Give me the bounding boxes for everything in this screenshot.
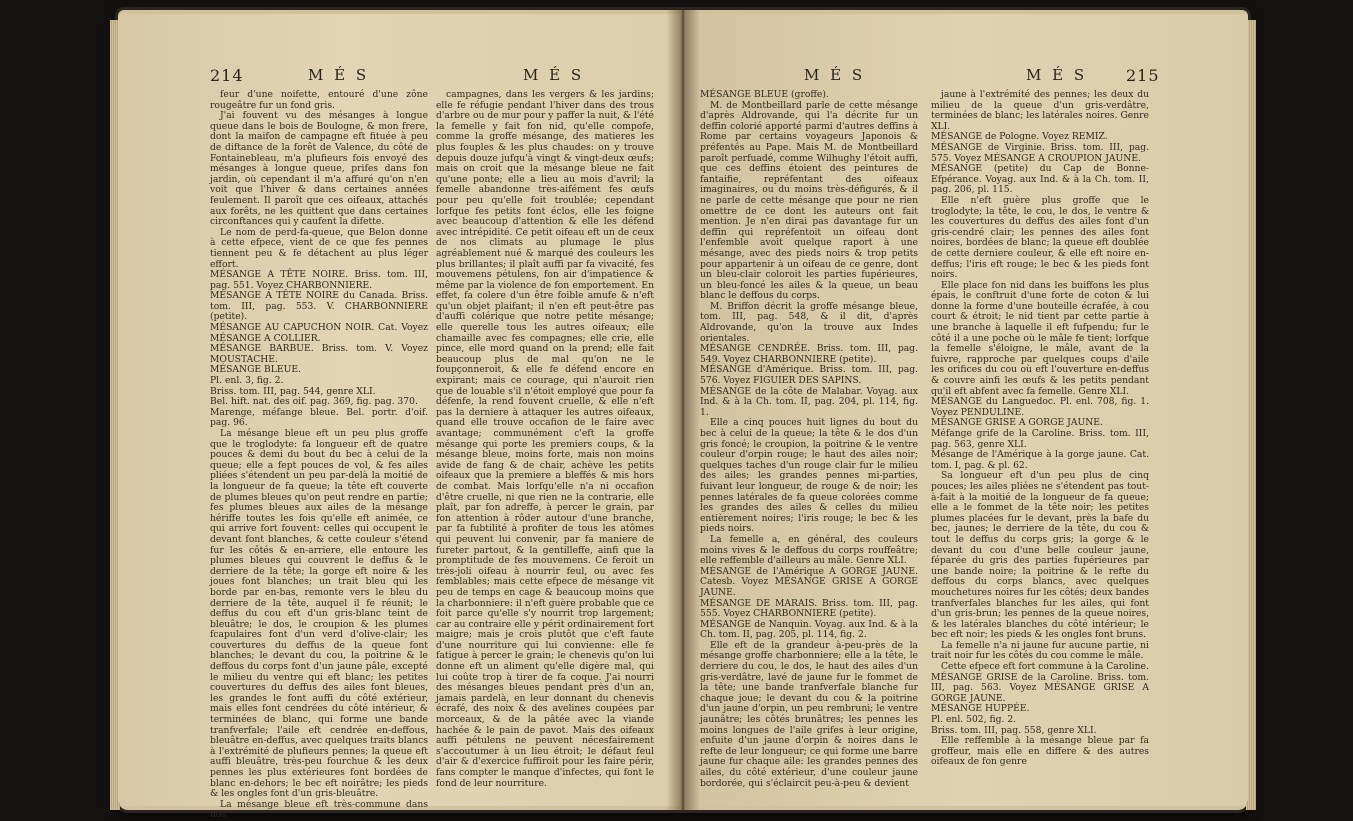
paragraph: MÉSANGE DE MARAIS. Briss. tom. III, pag. 555. Voyez CHARBONNIERE (petite). — [700, 597, 918, 620]
paragraph: MÉSANGE d'Amérique. Briss. tom. III, pag. 576. Voyez FIGUIER DES SAPINS. — [700, 364, 918, 387]
paragraph: Elle reffemble à la mésange bleue par fa groffeur, mais elle en differe & des autres oifeaux de fon genre — [931, 735, 1149, 768]
paragraph: MÉSANGE BARBUE. Briss. tom. V. Voyez MOUSTACHE. — [210, 343, 428, 365]
paragraph: MÉSANGE HUPPÉE. — [931, 703, 1030, 715]
paragraph: MÉSANGE (petite) du Cap de Bonne-Efpérance. Voyag. aux Ind. & à la Ch. tom. II, pag. 206, pl. 115. — [931, 163, 1149, 196]
paragraph: MÉSANGE de Pologne. Voyez REMIZ. — [931, 131, 1108, 143]
right-page-number: 215 — [1126, 66, 1160, 85]
paragraph: Bel. hift. nat. des oif. pag. 369, fig. pag. 370. — [210, 396, 418, 408]
left-page-column-2 — [436, 90, 654, 789]
paragraph: MÉSANGE AU CAPUCHON NOIR. Cat. Voyez MÉSANGE A COLLIER. — [210, 322, 428, 344]
left-page-column-1 — [210, 90, 428, 821]
right-page-column-2 — [931, 90, 1149, 768]
paragraph: Elle n'eft guère plus groffe que le troglodyte; la tête, le cou, le dos, le ventre & les couvertures du deffus des ailes font d'un gris-cendré clair; les pennes des ailes font noires, bordées de blanc; la queue eft doublée de cette derniere couleur, & elle eft noire en-deffus; l'iris eft rouge; le bec & les pieds font noirs. — [931, 194, 1149, 281]
paragraph: La mésange bleue eft un peu plus groffe que le troglodyte: fa longueur eft de quatre pouces & demi du bout du bec à celui de la queue; elle a fept pouces de vol, & fes ailes pliées s'étendent un peu par-delà la moitié de la longueur de fa queue; la tête eft couverte de plumes bleues qu'on peut rendre en partie; fes plumes bleues aux ailes de la mésange hériffe toutes les fois qu'elle eft animée, ce qui arrive fort fouvent: celles qui occupent le devant font blanches, & cette couleur s'étend fur les côtés & en-arriere, elle entoure les plumes bleues qui couvrent le deffus & le derriere de la tête; la gorge eft noire & les joues font blanches; un trait bleu qui les borde par en-bas, remonte vers le bleu du derriere de la tête, auquel il fe réunit; le deffus du cou eft d'un gris-blanc teint de bleuâtre; le dos, le croupion & les plumes fcapulaires font d'un verd d'olive-clair; les couvertures du deffus de la queue font blanches; le devant du cou, la poitrine & le deffous du corps font d'un jaune pâle, excepté le milieu du ventre qui eft blanc; les petites couvertures du deffus des ailes font bleues, les grandes le font auffi du côté extérieur, mais elles font cendrées du côté intérieur, & terminées de blanc, qui forme une bande tranfverfale; l'aile eft cendrée en-deffous, bleuâtre en-deffus, avec quelques traits blancs à l'extrémité de plufieurs pennes; la queue eft auffi bleuâtre, très-peu fourchue & les deux pennes les plus extérieures font bordées de blanc en-dehors; le bec eft noirâtre; les pieds & les ongles font d'un gris-bleuâtre. — [210, 428, 428, 800]
paragraph: MÉSANGE BLEUE (groffe). — [700, 89, 829, 100]
left-running-head-center: M É S — [523, 66, 585, 84]
paragraph: Briss. tom. III, pag. 544, genre XLI. — [210, 385, 376, 397]
paragraph: M. Briffon décrit la groffe mésange bleue, tom. III, pag. 548, & il dit, d'après Aldrovande, qu'on la trouve aux Indes orientales. — [700, 300, 918, 344]
paragraph: Elle a cinq pouces huit lignes du bout du bec à celui de la queue; la tête & le dos d'un gris foncé; le croupion, la poitrine & le ventre couleur d'orpin rouge; le haut des ailes noir; quelques taches d'un rouge clair fur le milieu des ailes; les grandes pennes mi-parties, fuivant leur longueur, de rouge & de noir; les pennes latérales de fa queue colorées comme les grandes des ailes & celles du milieu entièrement noires; l'iris rouge; le bec & les pieds noirs. — [700, 417, 918, 535]
paragraph: MÉSANGE du Languedoc. Pl. enl. 708, fig. 1. Voyez PENDULINE. — [931, 396, 1149, 418]
paragraph: Briss. tom. III, pag. 558, genre XLI. — [931, 724, 1097, 736]
paragraph: La femelle n'a ni jaune fur aucune partie, ni trait noir fur les côtés du cou comme le mâle. — [931, 639, 1149, 662]
paragraph: MÉSANGE de Virginie. Briss. tom. III, pag. 575. Voyez MÉSANGE A CROUPION JAUNE. — [931, 141, 1149, 164]
paragraph: MÉSANGE de l'Amérique A GORGE JAUNE. Catesb. Voyez MÉSANGE GRISE A GORGE JAUNE. — [700, 565, 918, 598]
open-book — [118, 10, 1248, 821]
paragraph: Mésange de l'Amérique à la gorge jaune. Cat. tom. I, pag. & pl. 62. — [931, 449, 1149, 471]
left-page-number: 214 — [210, 66, 244, 85]
paragraph: Pl. enl. 3, fig. 2. — [210, 375, 284, 387]
paragraph: M. de Montbeillard parle de cette mésange d'après Aldrovande, qui l'a décrite fur un deffin colorié apporté parmi d'autres deffins à Rome par certains voyageurs Japonois & préfentés au Pape. Mais M. de Montbeillard paroît perfuadé, comme Wilhughy l'étoit auffi, que ces deffins étoient des peintures de fantaifie, repréfentant des oifeaux imaginaires, ou du moins très-défigurés, & il ne parle de cette mésange que pour ne rien omettre de ce dont les auteurs ont fait mention. Je n'en dirai pas davantage fur un deffin qui repréfentoit un oifeau dont l'enfemble avoit quelque raport à une mésange, avec des pieds noirs & trop petits pour appartenir à un oifeau de ce genre, dont un bleu-clair coloroit les parties fupérieures, un bleu-foncé les ailes & la queue, un beau blanc le deffous du corps. — [700, 99, 918, 302]
paragraph: La mésange bleue eft très-commune dans nos — [210, 798, 428, 821]
paragraph: feur d'une noifette, entouré d'une zône rougeâtre fur un fond gris. — [210, 89, 428, 111]
paragraph: Méfange grife de la Caroline. Briss. tom. III, pag. 563, genre XLI. — [931, 428, 1149, 450]
book-gutter — [666, 10, 700, 810]
right-running-head: M É S — [1026, 66, 1088, 84]
paragraph: Sa longueur eft d'un peu plus de cinq pouces; les ailes pliées ne s'étendent pas tout-à-fait à la moitié de la longueur de fa queue; elle a le fommet de la tête noir; les petites plumes placées fur le devant, près la bafe du bec, jaunes; le derriere de la tête, du cou & tout le deffus du corps gris; la gorge & le devant du cou d'une belle couleur jaune, féparée du gris des parties fupérieures par une bande noire; la poitrine & le refte du deffous du corps blancs, avec quelques mouchetures noires fur les côtés; deux bandes tranfverfales blanches fur les ailes, qui font d'un gris-brun; les pennes de la queue noires, & les latérales blanches du côté intérieur; le bec eft noir; les pieds & les ongles font bruns. — [931, 470, 1149, 641]
paragraph: Marenge, méfange bleue. Bel. portr. d'oif. pag. 96. — [210, 406, 428, 429]
paragraph: Elle eft de la grandeur à-peu-près de la mésange groffe charbonniere; elle a la tête, le derriere du cou, le dos, le haut des ailes d'un gris-verdâtre, lavé de jaune fur le fommet de la tête; une bande tranfverfale blanche fur chaque joue; le devant du cou & la poitrine d'un jaune d'orpin, un peu rembruni; le ventre jaunâtre; les côtés brunâtres; les pennes les moins longues de l'aile grifes à leur origine, enfuite d'un jaune d'orpin & noires dans le refte de leur longueur; ce qui forme une barre jaune fur chaque aile: les grandes pennes des ailes, du côté extérieur, d'une couleur jaune bordorée, qui s'éclaircit peu-à-peu & devient — [700, 639, 918, 789]
left-page-header — [118, 66, 680, 88]
paragraph: J'ai fouvent vu des mésanges à longue queue dans le bois de Boulogne, & mon frere, dont la maifon de campagne eft fituée à peu de diftance de la forêt de Valence, du côté de Fontainebleau, m'a plufieurs fois envoyé des mésanges à longue queue, prifes dans fon jardin, où cependant il m'a affuré qu'on n'en voit que l'hiver & dans certaines années feulement. Il paroît que ces oifeaux, attachés aux forêts, ne les quittent que dans certaines circonftances qui y caufent la difette. — [210, 110, 428, 228]
paragraph: Cette efpece eft fort commune à la Caroline. — [941, 661, 1149, 673]
paragraph: MÉSANGE de Nanquin. Voyag. aux Ind. & à la Ch. tom. II, pag. 205, pl. 114, fig. 2. — [700, 618, 918, 641]
paragraph: jaune à l'extrémité des pennes; les deux du milieu de la queue d'un gris-verdâtre, terminées de blanc; les latérales noires. Genre XLI. — [931, 89, 1149, 132]
right-page-column-1 — [700, 90, 918, 789]
paragraph: MÉSANGE BLEUE. — [210, 364, 301, 376]
paragraph: Pl. enl. 502, fig. 2. — [931, 714, 1017, 726]
right-page — [686, 14, 1248, 806]
paragraph: MÉSANGE GRISE A GORGE JAUNE. — [931, 417, 1103, 429]
paragraph: Le nom de perd-fa-queue, que Belon donne à cette efpece, vient de ce que fes pennes tiennent peu & fe détachent au plus léger effort. — [210, 226, 428, 270]
paragraph: MÉSANGE GRISE de la Caroline. Briss. tom. III, pag. 563. Voyez MÉSANGE GRISE A GORGE JAUNE. — [931, 671, 1149, 704]
right-page-header — [686, 66, 1248, 88]
paragraph: La femelle a, en général, des couleurs moins vives & le deffous du corps rouffeâtre; elle reffemble d'ailleurs au mâle. Genre XLI. — [700, 533, 918, 567]
left-page — [118, 14, 680, 821]
paragraph: campagnes, dans les vergers & les jardins; elle fe réfugie pendant l'hiver dans des trous d'arbre ou de mur pour y paffer la nuit, & l'été la femelle y fait fon nid, qu'elle compofe, comme la groffe mésange, des matieres les plus fouples & les plus chaudes: on y trouve depuis douze jufqu'à vingt & vingt-deux œufs; mais on croit que la mésange bleue ne fait qu'une ponte; elle a lieu au mois d'avril; la femelle abandonne très-aifément fes œufs pour peu qu'elle foit troublée; cependant lorfque fes petits font éclos, elle les foigne avec beaucoup d'attention & elle les défend avec intrépidité. Ce petit oifeau eft un de ceux de nos climats au plumage le plus agréablement nué & marqué des couleurs les plus brillantes; il plaît auffi par fa vivacité, fes mouvemens pétulens, fon air d'impatience & même par la violence de fon emportement. En effet, fa colere d'un être foible amufe & n'eft qu'un objet plaifant; il n'en eft peut-être pas d'auffi colérique que notre petite mésange; elle querelle tous les autres oifeaux; elle chamaille avec fes compagnes; elle crie, elle pince, elle mord quand on la prend; elle fait beaucoup plus de mal qu'on ne le foupçonneroit, & elle fe défend encore en expirant; mais ce courage, qui n'auroit rien que de louable s'il n'étoit employé que pour fa défenfe, la rend fouvent cruelle, & elle n'eft pas la derniere à attaquer les autres oifeaux, quand elle trouve occafion de le faire avec avantage; communément c'eft la groffe mésange qui porte les premiers coups, & la mésange bleue, moins forte, mais non moins avide de fang & de chair, achève les petits oifeaux que la premiere a bleffés & mis hors de combat. Mais lorfqu'elle n'a ni occafion d'être cruelle, ni que rien ne la contrarie, elle plaît, par fon adreffe, à percer le grain, par fon attention à rôder autour d'une branche, par fa fubtilité à profiter de tous les atômes qui peuvent lui convenir, par fa maniere de fureter partout, & la gentilleffe, ainfi que la promptitude de fes mouvemens. Ce feroit un très-joli oifeau à nourrir feul, ou avec fes femblables; mais cette efpece de mésange vit peu de temps en cage & beaucoup moins que la charbonniere: il n'eft guère probable que ce foit parce qu'elle s'y nourrit trop largement; car au contraire elle y périt ordinairement fort maigre; mais je crois plutôt que c'eft faute d'une nourriture qui lui convienne: elle fe fatigue à percer le grain; le chenevis qu'on lui donne eft un aliment qu'elle digère mal, qui lui coûte trop à tirer de fa coque. J'ai nourri des mésanges bleues pendant près d'un an, jamais pardelà, en leur donnant du chenevis écrafé, des noix & des avelines coupées par morceaux, & de la pâtée avec la viande hachée & le pain de pavot. Mais des oifeaux auffi pétulens ne peuvent nécesfairement s'accoutumer à un lieu étroit; le défaut feul d'air & d'exercice fuffiroit pour les faire périr, fans compter le manque d'infectes, qui font le fond de leur nourriture. — [436, 89, 654, 789]
paragraph: MÉSANGE de la côte de Malabar. Voyag. aux Ind. & à la Ch. tom. II, pag. 204, pl. 114, fig. 1. — [700, 385, 918, 418]
left-running-head: M É S — [308, 66, 370, 84]
paragraph: Elle place fon nid dans les buiffons les plus épais, le conftruit d'une forte de coton & lui donne la forme d'une bouteille écrafée, à cou court & étroit; le nid tient par cette partie à une branche à laquelle il eft fufpendu; fur le côté il a une poche où le mâle fe tient; lorfque la femelle s'éloigne, le mâle, avant de la fuivre, rapproche par quelques coups d'aile les orifices du cou où eft l'ouverture en-deffus & couvre ainfi les œufs & les petits pendant qu'il eft abfent avec fa femelle. Genre XLI. — [931, 279, 1149, 397]
right-running-head-center: M É S — [804, 66, 866, 84]
paragraph: MÉSANGE A TÊTE NOIRE. Briss. tom. III, pag. 551. Voyez CHARBONNIERE. — [210, 269, 428, 291]
paragraph: MÉSANGE CENDRÉE. Briss. tom. III, pag. 549. Voyez CHARBONNIERE (petite). — [700, 343, 918, 365]
paragraph: MÉSANGE A TÊTE NOIRE du Canada. Briss. tom. III, pag. 553. V. CHARBONNIERE (petite). — [210, 290, 428, 323]
